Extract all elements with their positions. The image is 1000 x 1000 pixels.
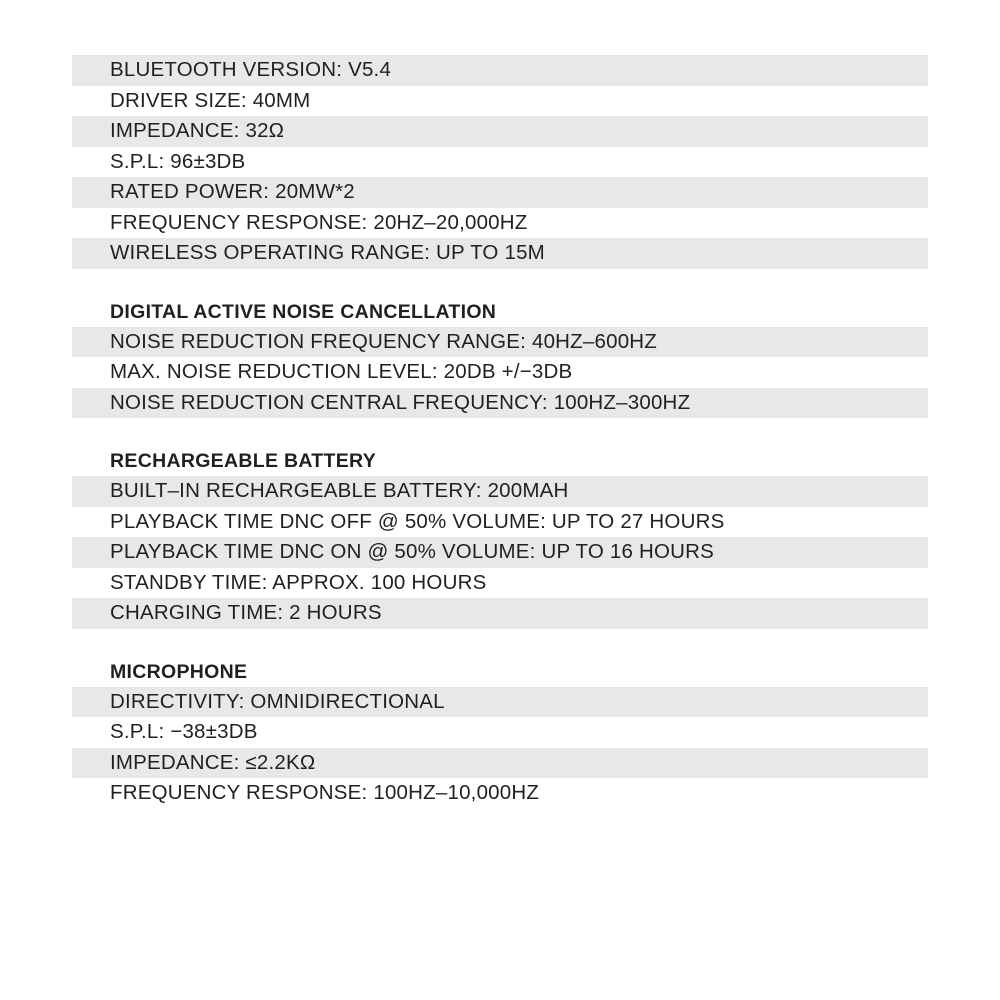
spec-row: NOISE REDUCTION CENTRAL FREQUENCY: 100HZ–300HZ	[72, 388, 928, 419]
section-title-danc: DIGITAL ACTIVE NOISE CANCELLATION	[110, 300, 497, 323]
spec-row: MAX. NOISE REDUCTION LEVEL: 20DB +/−3DB	[72, 357, 928, 388]
section-gap	[72, 629, 928, 657]
spec-row: WIRELESS OPERATING RANGE: UP TO 15M	[72, 238, 928, 269]
spec-row: DIRECTIVITY: OMNIDIRECTIONAL	[72, 687, 928, 718]
spec-section-general	[72, 55, 928, 269]
spec-row: NOISE REDUCTION FREQUENCY RANGE: 40HZ–600HZ	[72, 327, 928, 358]
spec-row: FREQUENCY RESPONSE: 100HZ–10,000HZ	[72, 778, 928, 809]
section-gap	[72, 418, 928, 446]
spec-row: IMPEDANCE: 32Ω	[72, 116, 928, 147]
spec-section-danc	[72, 297, 928, 419]
spec-row: BLUETOOTH VERSION: V5.4	[72, 55, 928, 86]
spec-row: IMPEDANCE: ≤2.2KΩ	[72, 748, 928, 779]
spec-row: STANDBY TIME: APPROX. 100 HOURS	[72, 568, 928, 599]
spec-section-battery	[72, 446, 928, 629]
spec-row: DRIVER SIZE: 40MM	[72, 86, 928, 117]
spec-row: RATED POWER: 20MW*2	[72, 177, 928, 208]
spec-section-microphone	[72, 657, 928, 809]
section-title-microphone: MICROPHONE	[110, 660, 248, 683]
section-gap	[72, 269, 928, 297]
spec-row: BUILT–IN RECHARGEABLE BATTERY: 200MAH	[72, 476, 928, 507]
spec-row: FREQUENCY RESPONSE: 20HZ–20,000HZ	[72, 208, 928, 239]
spec-row: PLAYBACK TIME DNC OFF @ 50% VOLUME: UP TO 27 HOURS	[72, 507, 928, 538]
spec-row: CHARGING TIME: 2 HOURS	[72, 598, 928, 629]
spec-row: PLAYBACK TIME DNC ON @ 50% VOLUME: UP TO 16 HOURS	[72, 537, 928, 568]
spec-row: S.P.L: 96±3DB	[72, 147, 928, 178]
spec-row: S.P.L: −38±3DB	[72, 717, 928, 748]
section-title-battery: RECHARGEABLE BATTERY	[110, 450, 377, 472]
